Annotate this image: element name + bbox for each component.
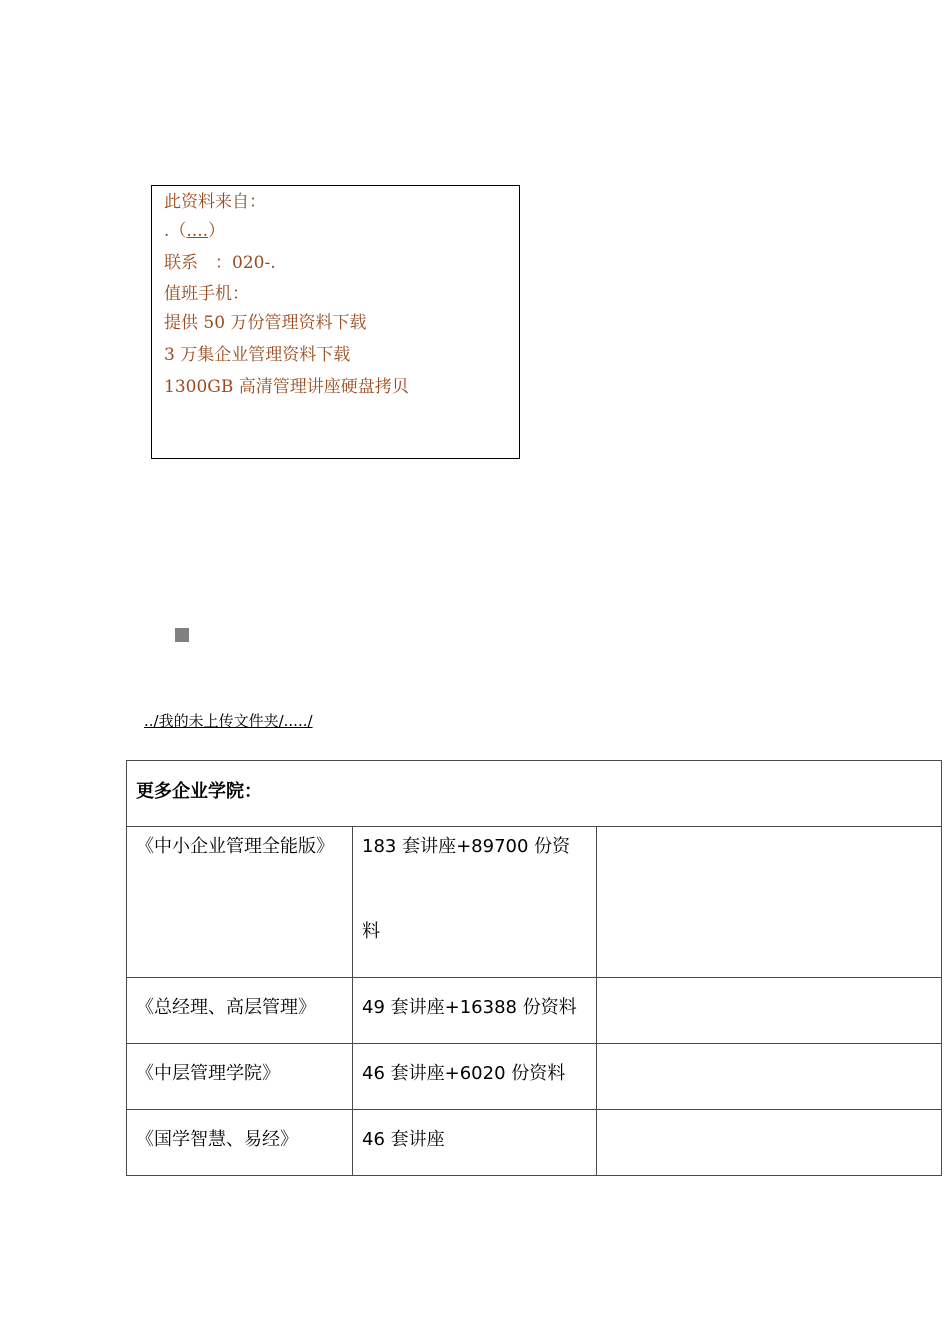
website-link[interactable]: .... [186,221,209,241]
website-suffix: ） [208,221,226,241]
course-content: 183 套讲座+89700 份资料 [362,836,571,942]
offer-harddisk-line: 1300GB 高清管理讲座硬盘拷贝 [164,377,409,397]
course-content: 46 套讲座+6020 份资料 [353,1044,597,1110]
course-extra-cell [597,1110,942,1176]
course-content: 46 套讲座 [353,1110,597,1176]
source-label: 此资料来自： [164,192,266,212]
file-path-link[interactable]: ../我的未上传文件夹/...../ [144,712,313,730]
course-extra-cell [597,1044,942,1110]
table-row [127,827,942,978]
course-name: 《中层管理学院》 [127,1044,353,1110]
table-header: 更多企业学院： [127,761,942,827]
website-prefix: .（ [164,221,187,241]
course-content: 49 套讲座+16388 份资料 [353,978,597,1044]
source-website-line [164,223,225,240]
course-extra-cell [597,978,942,1044]
duty-mobile-line: 值班手机： [164,284,249,304]
more-academies-table [126,760,942,1176]
course-content-cell [353,827,597,978]
course-extra-cell [597,827,942,978]
table-row [127,1110,942,1176]
course-name: 《总经理、高层管理》 [127,978,353,1044]
offer-docs-line: 提供 50 万份管理资料下载 [164,313,367,333]
image-placeholder-icon [175,628,189,642]
course-name: 《国学智慧、易经》 [127,1110,353,1176]
course-name: 《中小企业管理全能版》 [136,836,334,857]
offer-videos-line: 3 万集企业管理资料下载 [164,345,351,365]
table-row [127,1044,942,1110]
contact-phone-line: 联系 ：020-. [164,253,276,273]
table-row [127,978,942,1044]
course-name-cell [127,827,353,978]
source-info-box [151,185,520,459]
